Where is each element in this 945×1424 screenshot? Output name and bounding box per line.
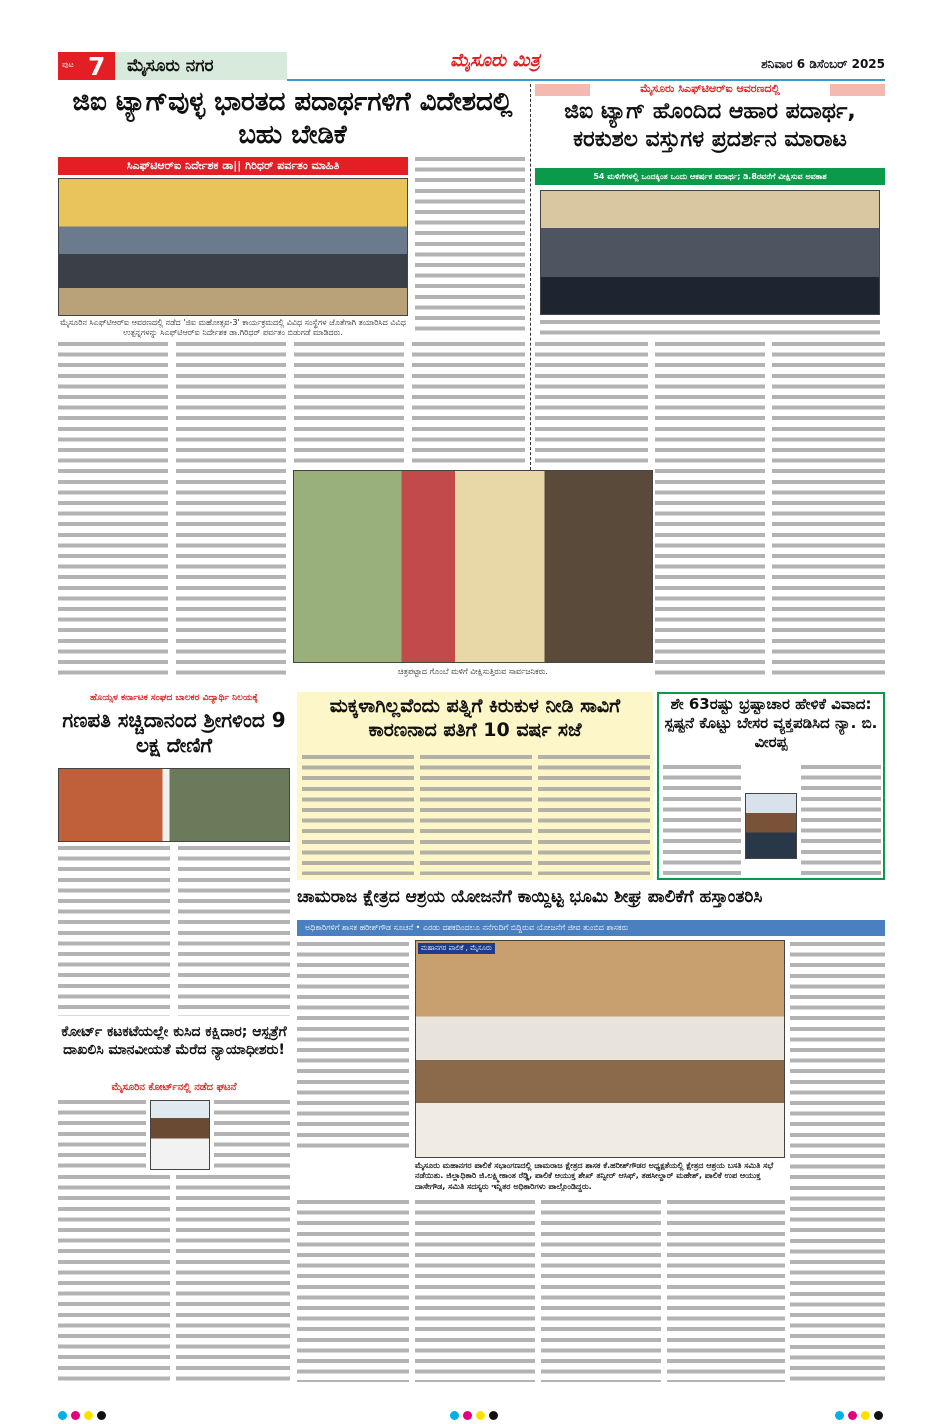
column-divider: [530, 84, 531, 470]
story2-subhead: 54 ಮಳಿಗೆಗಳಲ್ಲಿ ಒಂದಕ್ಕಿಂತ ಒಂದು ಆಕರ್ಷಕ ಪದಾರ್ಥ; ಡಿ.8ರವರೆಗೆ ವೀಕ್ಷಿಸುವ ಅವಕಾಶ: [535, 168, 885, 185]
story7-photo: [150, 1100, 210, 1170]
story6-body: [790, 942, 885, 1382]
story2-caption: [540, 320, 880, 338]
story2-kicker: ಮೈಸೂರು ಸಿಎಫ್‌ಟಿಆರ್‌ಐ ಆವರಣದಲ್ಲಿ: [590, 82, 830, 96]
story5-body: [663, 765, 741, 875]
story2-body: [655, 342, 765, 680]
page-number-box: [58, 52, 115, 80]
page-number: 7: [88, 52, 106, 81]
story7-body: [58, 1100, 146, 1170]
story6-body: [297, 942, 409, 1152]
story6-headline: ಚಾಮರಾಜ ಕ್ಷೇತ್ರದ ಆಶ್ರಯ ಯೋಜನೆಗೆ ಕಾಯ್ದಿಟ್ಟ ಭೂಮಿ ಶೀಘ್ರ ಪಾಲಿಕೆಗೆ ಹಸ್ತಾಂತರಿಸಿ: [297, 887, 763, 907]
story7-subhead: ಮೈಸೂರಿನ ಕೋರ್ಟ್‌ನಲ್ಲಿ ನಡೆದ ಘಟನೆ: [111, 1082, 237, 1093]
story6-subhead: ಅಧಿಕಾರಿಗಳಿಗೆ ಶಾಸಕ ಹರೀಶ್‌ಗೌಡ ಸೂಚನೆ • ಎರಡು ದಶಕದಿಂದಲೂ ನನೆಗುದಿಗೆ ಬಿದ್ದಿರುವ ಯೋಜನೆಗೆ ಜೀವ ತುಂಬಿದ ಶಾಸಕರು: [297, 920, 885, 936]
section-label: ಮೈಸೂರು ನಗರ: [115, 52, 287, 80]
stall-photo: [293, 470, 653, 663]
story6-body: [667, 1200, 785, 1382]
photo-label: ಮಹಾನಗರ ಪಾಲಿಕೆ , ಮೈಸೂರು: [418, 943, 495, 954]
story6-photo: [415, 940, 785, 1158]
judge-photo: [745, 793, 797, 859]
story1-caption: ಮೈಸೂರಿನ ಸಿಎಫ್‌ಟಿಆರ್‌ಐ ಆವರಣದಲ್ಲಿ ನಡೆದ 'ಜಿಐ ಮಹೋತ್ಸವ-3' ಕಾರ್ಯಕ್ರಮದಲ್ಲಿ ವಿವಿಧ ಸಂಸ್ಥೆಗಳ ಜೊತೆಗಾಗಿ ತಯಾರಿಸಿದ ವಿವಿಧ ಉತ್ಪನ್ನಗಳನ್ನು ಸಿಎಫ್‌ಟಿಆರ್‌ಐ ನಿರ್ದೇಶಕ ಡಾ.ಗಿರಿಧರ್ ಪರ್ವತಂ ಬಿಡುಗಡೆ ಮಾಡಿದರು.: [60, 318, 406, 338]
story1-body: [412, 342, 525, 464]
story1-body: [176, 342, 286, 680]
stall-caption: ಚಿತ್ರಪಟ್ಟಾದ ಗೊಂಬೆ ಮಳಿಗೆ ವೀಕ್ಷಿಸುತ್ತಿರುವ ಸಾರ್ವಜನಿಕರು.: [398, 667, 548, 676]
story6-body: [415, 1200, 535, 1382]
story5-headline: ಶೇ 63ರಷ್ಟು ಭ್ರಷ್ಟಾಚಾರ ಹೇಳಿಕೆ ವಿವಾದ: ಸ್ಪಷ್ಟನೆ ಕೊಟ್ಟು ಬೇಸರ ವ್ಯಕ್ತಪಡಿಸಿದ ನ್ಯಾ. ಬಿ. ವೀರಪ್ಪ: [664, 695, 878, 751]
masthead: ಮೈಸೂರು ಮಿತ್ರ: [450, 50, 540, 71]
story4-body: [538, 755, 650, 875]
story1-subhead: ಸಿಎಫ್‌ಟಿಆರ್‌ಐ ನಿರ್ದೇಶಕ ಡಾ|| ಗಿರಿಧರ್ ಪರ್ವತಂ ಮಾಹಿತಿ: [58, 157, 408, 175]
story2-body: [772, 342, 885, 680]
story2-photo: [540, 190, 880, 315]
issue-date: ಶನಿವಾರ 6 ಡಿಸೆಂಬರ್ 2025: [761, 57, 885, 71]
story5-body: [801, 765, 881, 875]
story7-body: [176, 1175, 290, 1382]
story6-body: [297, 1200, 409, 1382]
story7-headline: ಕೋರ್ಟ್ ಕಟಕಟೆಯಲ್ಲೇ ಕುಸಿದ ಕಕ್ಷಿದಾರ; ಆಸ್ಪತ್ರೆಗೆ ದಾಖಲಿಸಿ ಮಾನವೀಯತೆ ಮೆರೆದ ನ್ಯಾಯಾಧೀಶರು!: [61, 1024, 287, 1058]
story6-body: [541, 1200, 661, 1382]
story1-body: [415, 157, 525, 337]
story4-headline: ಮಕ್ಕಳಾಗಿಲ್ಲವೆಂದು ಪತ್ನಿಗೆ ಕಿರುಕುಳ ನೀಡಿ ಸಾವಿಗೆ ಕಾರಣನಾದ ಪತಿಗೆ 10 ವರ್ಷ ಸಜೆ: [329, 695, 621, 741]
story3-headline: ಗಣಪತಿ ಸಚ್ಚಿದಾನಂದ ಶ್ರೀಗಳಿಂದ 9 ಲಕ್ಷ ದೇಣಿಗೆ: [62, 708, 286, 757]
story1-body: [58, 342, 168, 680]
story7-body: [58, 1175, 170, 1382]
header-rule: [287, 79, 885, 81]
registration-marks: [58, 1405, 110, 1424]
registration-marks: [450, 1405, 502, 1424]
story4-body: [302, 755, 414, 875]
story2-headline: ಜಿಐ ಟ್ಯಾಗ್ ಹೊಂದಿದ ಆಹಾರ ಪದಾರ್ಥ, ಕರಕುಶಲ ವಸ್ತುಗಳ ಪ್ರದರ್ಶನ ಮಾರಾಟ: [564, 99, 856, 152]
story3-photo: [58, 768, 290, 842]
registration-marks: [835, 1405, 887, 1424]
story6-caption: ಮೈಸೂರು ಮಹಾನಗರ ಪಾಲಿಕೆ ಸಭಾಂಗಣದಲ್ಲಿ ಚಾಮರಾಜ ಕ್ಷೇತ್ರದ ಶಾಸಕ ಕೆ.ಹರೀಶ್‌ಗೌಡರ ಅಧ್ಯಕ್ಷತೆಯಲ್ಲಿ ಕ್ಷೇತ್ರದ ಆಶ್ರಯ ಬಸತಿ ಸಮಿತಿ ಸಭೆ ನಡೆಯಿತು. ಜಿಲ್ಲಾಧಿಕಾರಿ ಜಿ.ಲಕ್ಷ್ಮೀಕಾಂತ ರೆಡ್ಡಿ, ಪಾಲಿಕೆ ಆಯುಕ್ತ ಶೇಖ್ ತನ್ವೀರ್ ಆಸಿಫ್, ತಹಸೀಲ್ದಾರ್ ಮಹೇಶ್, ಪಾಲಿಕೆ ಉಪ ಆಯುಕ್ತ ದಾಸೇಗೌಡ, ಸಮಿತಿ ಸದಸ್ಯರು ಇನ್ನಿತರ ಅಧಿಕಾರಿಗಳು ಪಾಲ್ಗೊಂಡಿದ್ದರು.: [415, 1161, 774, 1191]
story3-body: [58, 846, 170, 1016]
story1-headline: ಜಿಐ ಟ್ಯಾಗ್‌ವುಳ್ಳ ಭಾರತದ ಪದಾರ್ಥಗಳಿಗೆ ವಿದೇಶದಲ್ಲಿ ಬಹು ಬೇಡಿಕೆ: [72, 87, 513, 150]
story7-body: [214, 1100, 290, 1170]
story4-body: [420, 755, 532, 875]
story3-body: [178, 846, 290, 1016]
story1-photo: [58, 178, 408, 316]
story3-kicker: ಹೊಯ್ಸಳ ಕರ್ನಾಟಕ ಸಂಘದ ಬಾಲಕರ ವಿದ್ಯಾರ್ಥಿ ನಿಲಯಕ್ಕೆ: [90, 693, 258, 703]
story1-body: [294, 342, 404, 464]
page-label: ಪುಟ: [62, 60, 74, 69]
story2-body: [535, 342, 648, 464]
